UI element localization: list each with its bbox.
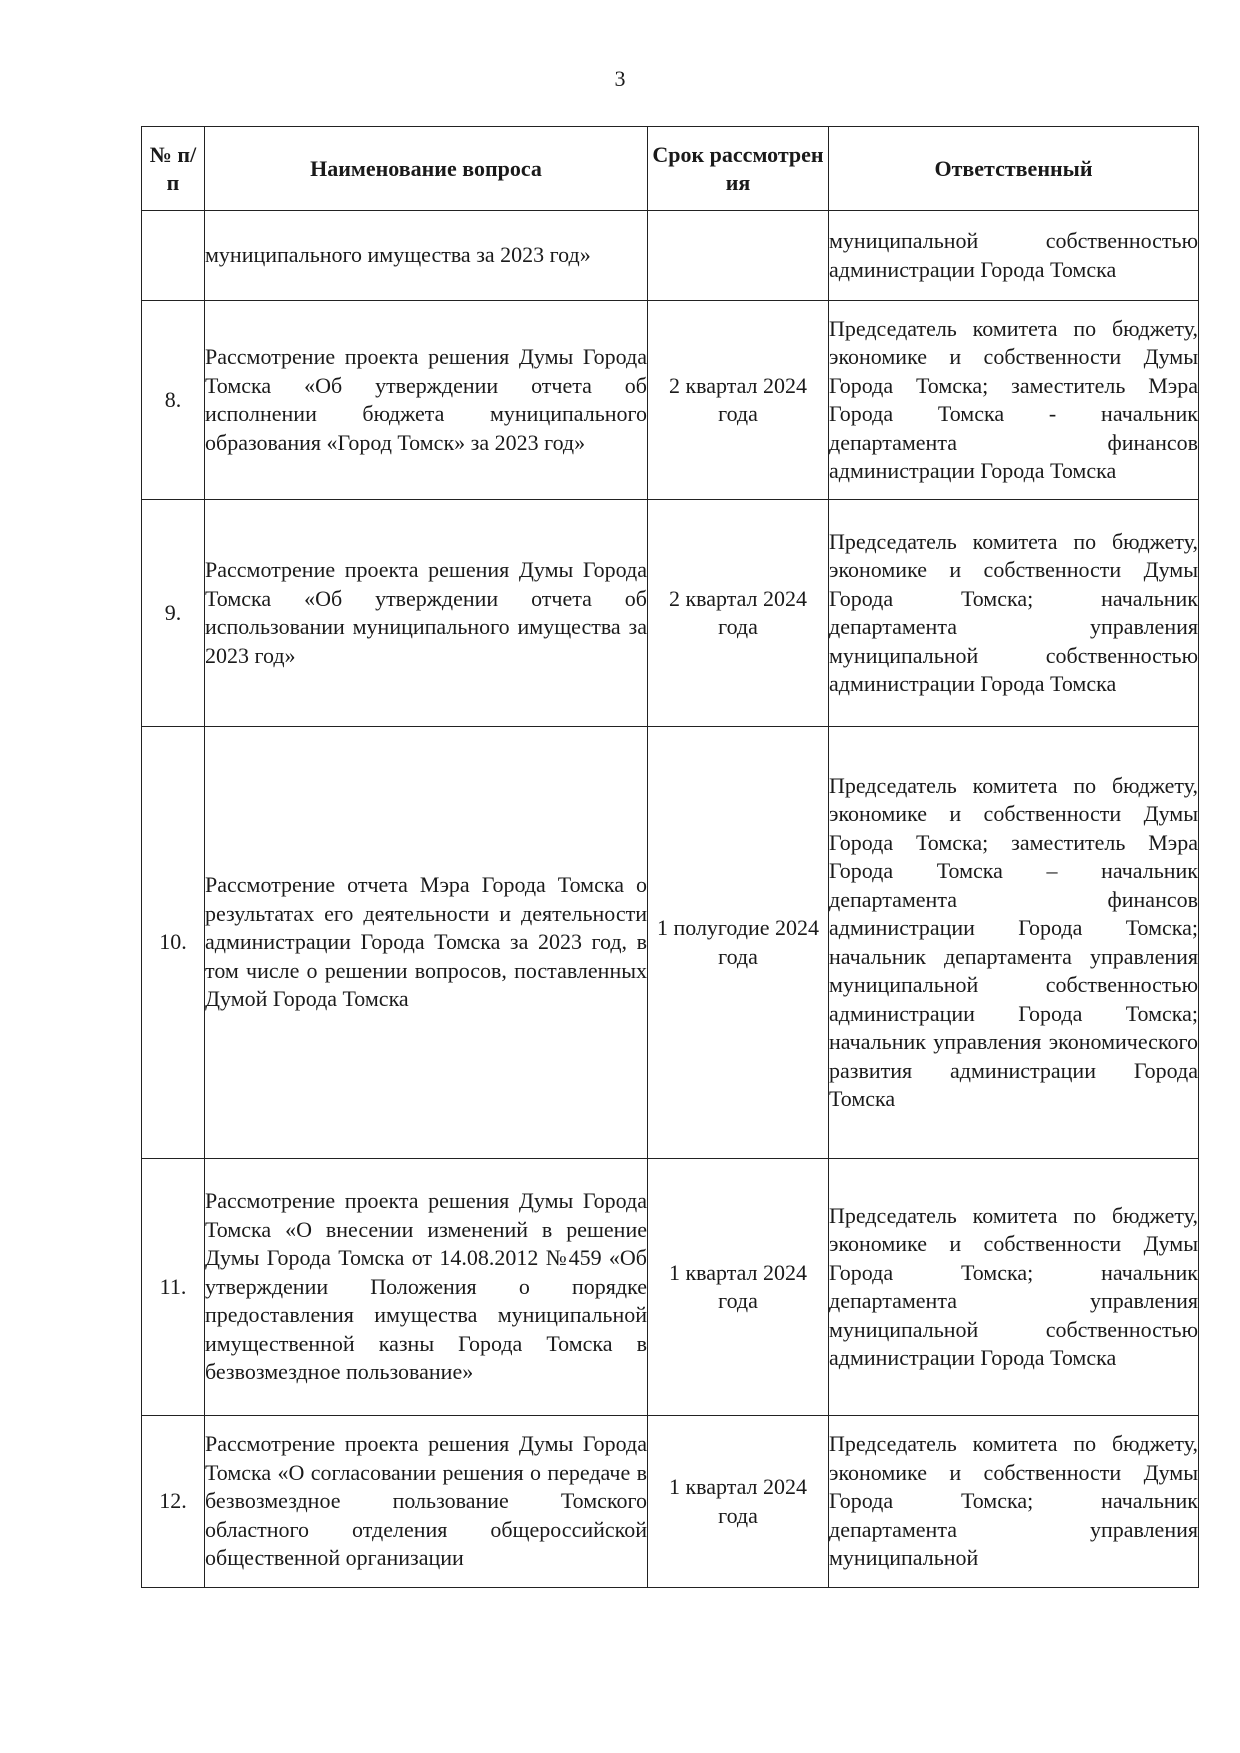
row-name: Рассмотрение проекта решения Думы Города Томска «О внесении изменений в решение Думы Города Томска от 14.08.2012 №459 «Об утверждении Положения о порядке предоставления имущества муниципальной имущественной казны Города Томска в безвозмездное пользование» <box>205 1159 648 1416</box>
table-row <box>142 301 1199 500</box>
row-name: Рассмотрение проекта решения Думы Города Томска «Об утверждении отчета об использовании муниципального имущества за 2023 год» <box>205 500 648 727</box>
row-responsible: Председатель комитета по бюджету, экономике и собственности Думы Города Томска; начальник департамента управления муниципальной <box>829 1416 1199 1588</box>
row-term: 2 квартал 2024 года <box>648 500 829 727</box>
table-row <box>142 500 1199 727</box>
row-responsible: Председатель комитета по бюджету, экономике и собственности Думы Города Томска; начальник департамента управления муниципальной собственностью администрации Города Томска <box>829 1159 1199 1416</box>
agenda-table <box>141 126 1199 1588</box>
header-term: Срок рассмотрения <box>648 127 829 211</box>
row-term: 1 квартал 2024 года <box>648 1416 829 1588</box>
row-number: 10. <box>142 727 205 1159</box>
header-responsible: Ответственный <box>829 127 1199 211</box>
table-row <box>142 1416 1199 1588</box>
header-num: № п/п <box>142 127 205 211</box>
continued-num-cell <box>142 211 205 301</box>
row-name: Рассмотрение проекта решения Думы Города Томска «Об утверждении отчета об исполнении бюджета муниципального образования «Город Томск» за 2023 год» <box>205 301 648 500</box>
row-responsible: Председатель комитета по бюджету, экономике и собственности Думы Города Томска; начальник департамента управления муниципальной собственностью администрации Города Томска <box>829 500 1199 727</box>
header-name: Наименование вопроса <box>205 127 648 211</box>
row-responsible: Председатель комитета по бюджету, экономике и собственности Думы Города Томска; заместитель Мэра Города Томска – начальник департамента финансов администрации Города Томска; начальник департамента управления муниципальной собственностью администрации Города Томска; начальник управления экономического развития администрации Города Томска <box>829 727 1199 1159</box>
table-row-continued <box>142 211 1199 301</box>
table-header-row <box>142 127 1199 211</box>
row-number: 12. <box>142 1416 205 1588</box>
row-term: 2 квартал 2024 года <box>648 301 829 500</box>
row-number: 9. <box>142 500 205 727</box>
continued-term-cell <box>648 211 829 301</box>
table-row <box>142 727 1199 1159</box>
row-term: 1 полугодие 2024 года <box>648 727 829 1159</box>
row-name: Рассмотрение проекта решения Думы Города Томска «О согласовании решения о передаче в безвозмездное пользование Томского областного отделения общероссийской общественной организации <box>205 1416 648 1588</box>
continued-responsible-cell: муниципальной собственностью администрации Города Томска <box>829 211 1199 301</box>
continued-name-cell: муниципального имущества за 2023 год» <box>205 211 648 301</box>
row-name: Рассмотрение отчета Мэра Города Томска о результатах его деятельности и деятельности администрации Города Томска за 2023 год, в том числе о решении вопросов, поставленных Думой Города Томска <box>205 727 648 1159</box>
row-responsible: Председатель комитета по бюджету, экономике и собственности Думы Города Томска; заместитель Мэра Города Томска - начальник департамента финансов администрации Города Томска <box>829 301 1199 500</box>
table-row <box>142 1159 1199 1416</box>
row-number: 11. <box>142 1159 205 1416</box>
row-term: 1 квартал 2024 года <box>648 1159 829 1416</box>
page-number: 3 <box>614 66 626 91</box>
row-number: 8. <box>142 301 205 500</box>
